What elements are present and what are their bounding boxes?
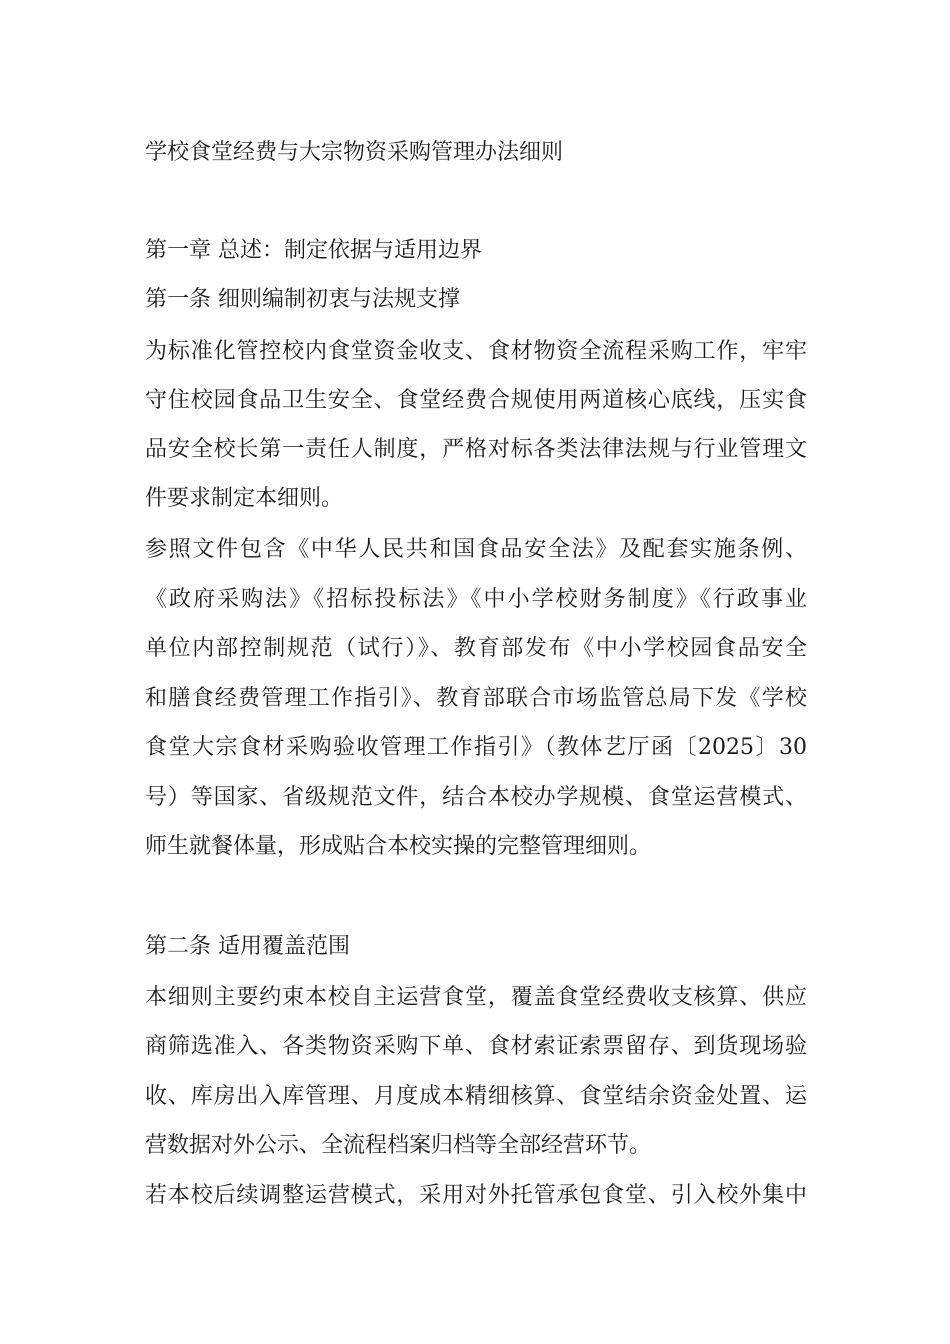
chapter-heading: 第一章 总述：制定依据与适用边界: [145, 238, 482, 263]
paragraph-line: 收、库房出入库管理、月度成本精细核算、食堂结余资金处置、运: [145, 1084, 807, 1109]
article-heading: 第二条 适用覆盖范围: [145, 934, 350, 959]
paragraph-line: 《政府采购法》《招标投标法》《中小学校财务制度》《行政事业: [145, 587, 807, 612]
paragraph-line: 单位内部控制规范（试行）》、教育部发布《中小学校园食品安全: [145, 636, 807, 661]
paragraph-line: 参照文件包含《中华人民共和国食品安全法》及配套实施条例、: [145, 537, 807, 562]
paragraph-line: 号）等国家、省级规范文件，结合本校办学规模、食堂运营模式、: [145, 785, 807, 810]
paragraph-line: 守住校园食品卫生安全、食堂经费合规使用两道核心底线，压实食: [145, 388, 807, 413]
paragraph-line: 品安全校长第一责任人制度，严格对标各类法律法规与行业管理文: [145, 437, 807, 462]
article-heading: 第一条 细则编制初衷与法规支撑: [145, 287, 460, 312]
document-title: 学校食堂经费与大宗物资采购管理办法细则: [145, 140, 564, 165]
paragraph-line: 本细则主要约束本校自主运营食堂，覆盖食堂经费收支核算、供应: [145, 985, 807, 1010]
paragraph-line: 商筛选准入、各类物资采购下单、食材索证索票留存、到货现场验: [145, 1034, 807, 1059]
paragraph-line: 和膳食经费管理工作指引》、教育部联合市场监管总局下发《学校: [145, 686, 807, 711]
paragraph-line: 若本校后续调整运营模式，采用对外托管承包食堂、引入校外集中: [145, 1183, 807, 1208]
paragraph-line: 食堂大宗食材采购验收管理工作指引》（教体艺厅函〔2025〕30: [145, 735, 807, 760]
paragraph-line: 师生就餐体量，形成贴合本校实操的完整管理细则。: [145, 834, 652, 859]
paragraph-line: 件要求制定本细则。: [145, 486, 344, 511]
paragraph-line: 为标准化管控校内食堂资金收支、食材物资全流程采购工作，牢牢: [145, 339, 807, 364]
paragraph-line: 营数据对外公示、全流程档案归档等全部经营环节。: [145, 1133, 652, 1158]
